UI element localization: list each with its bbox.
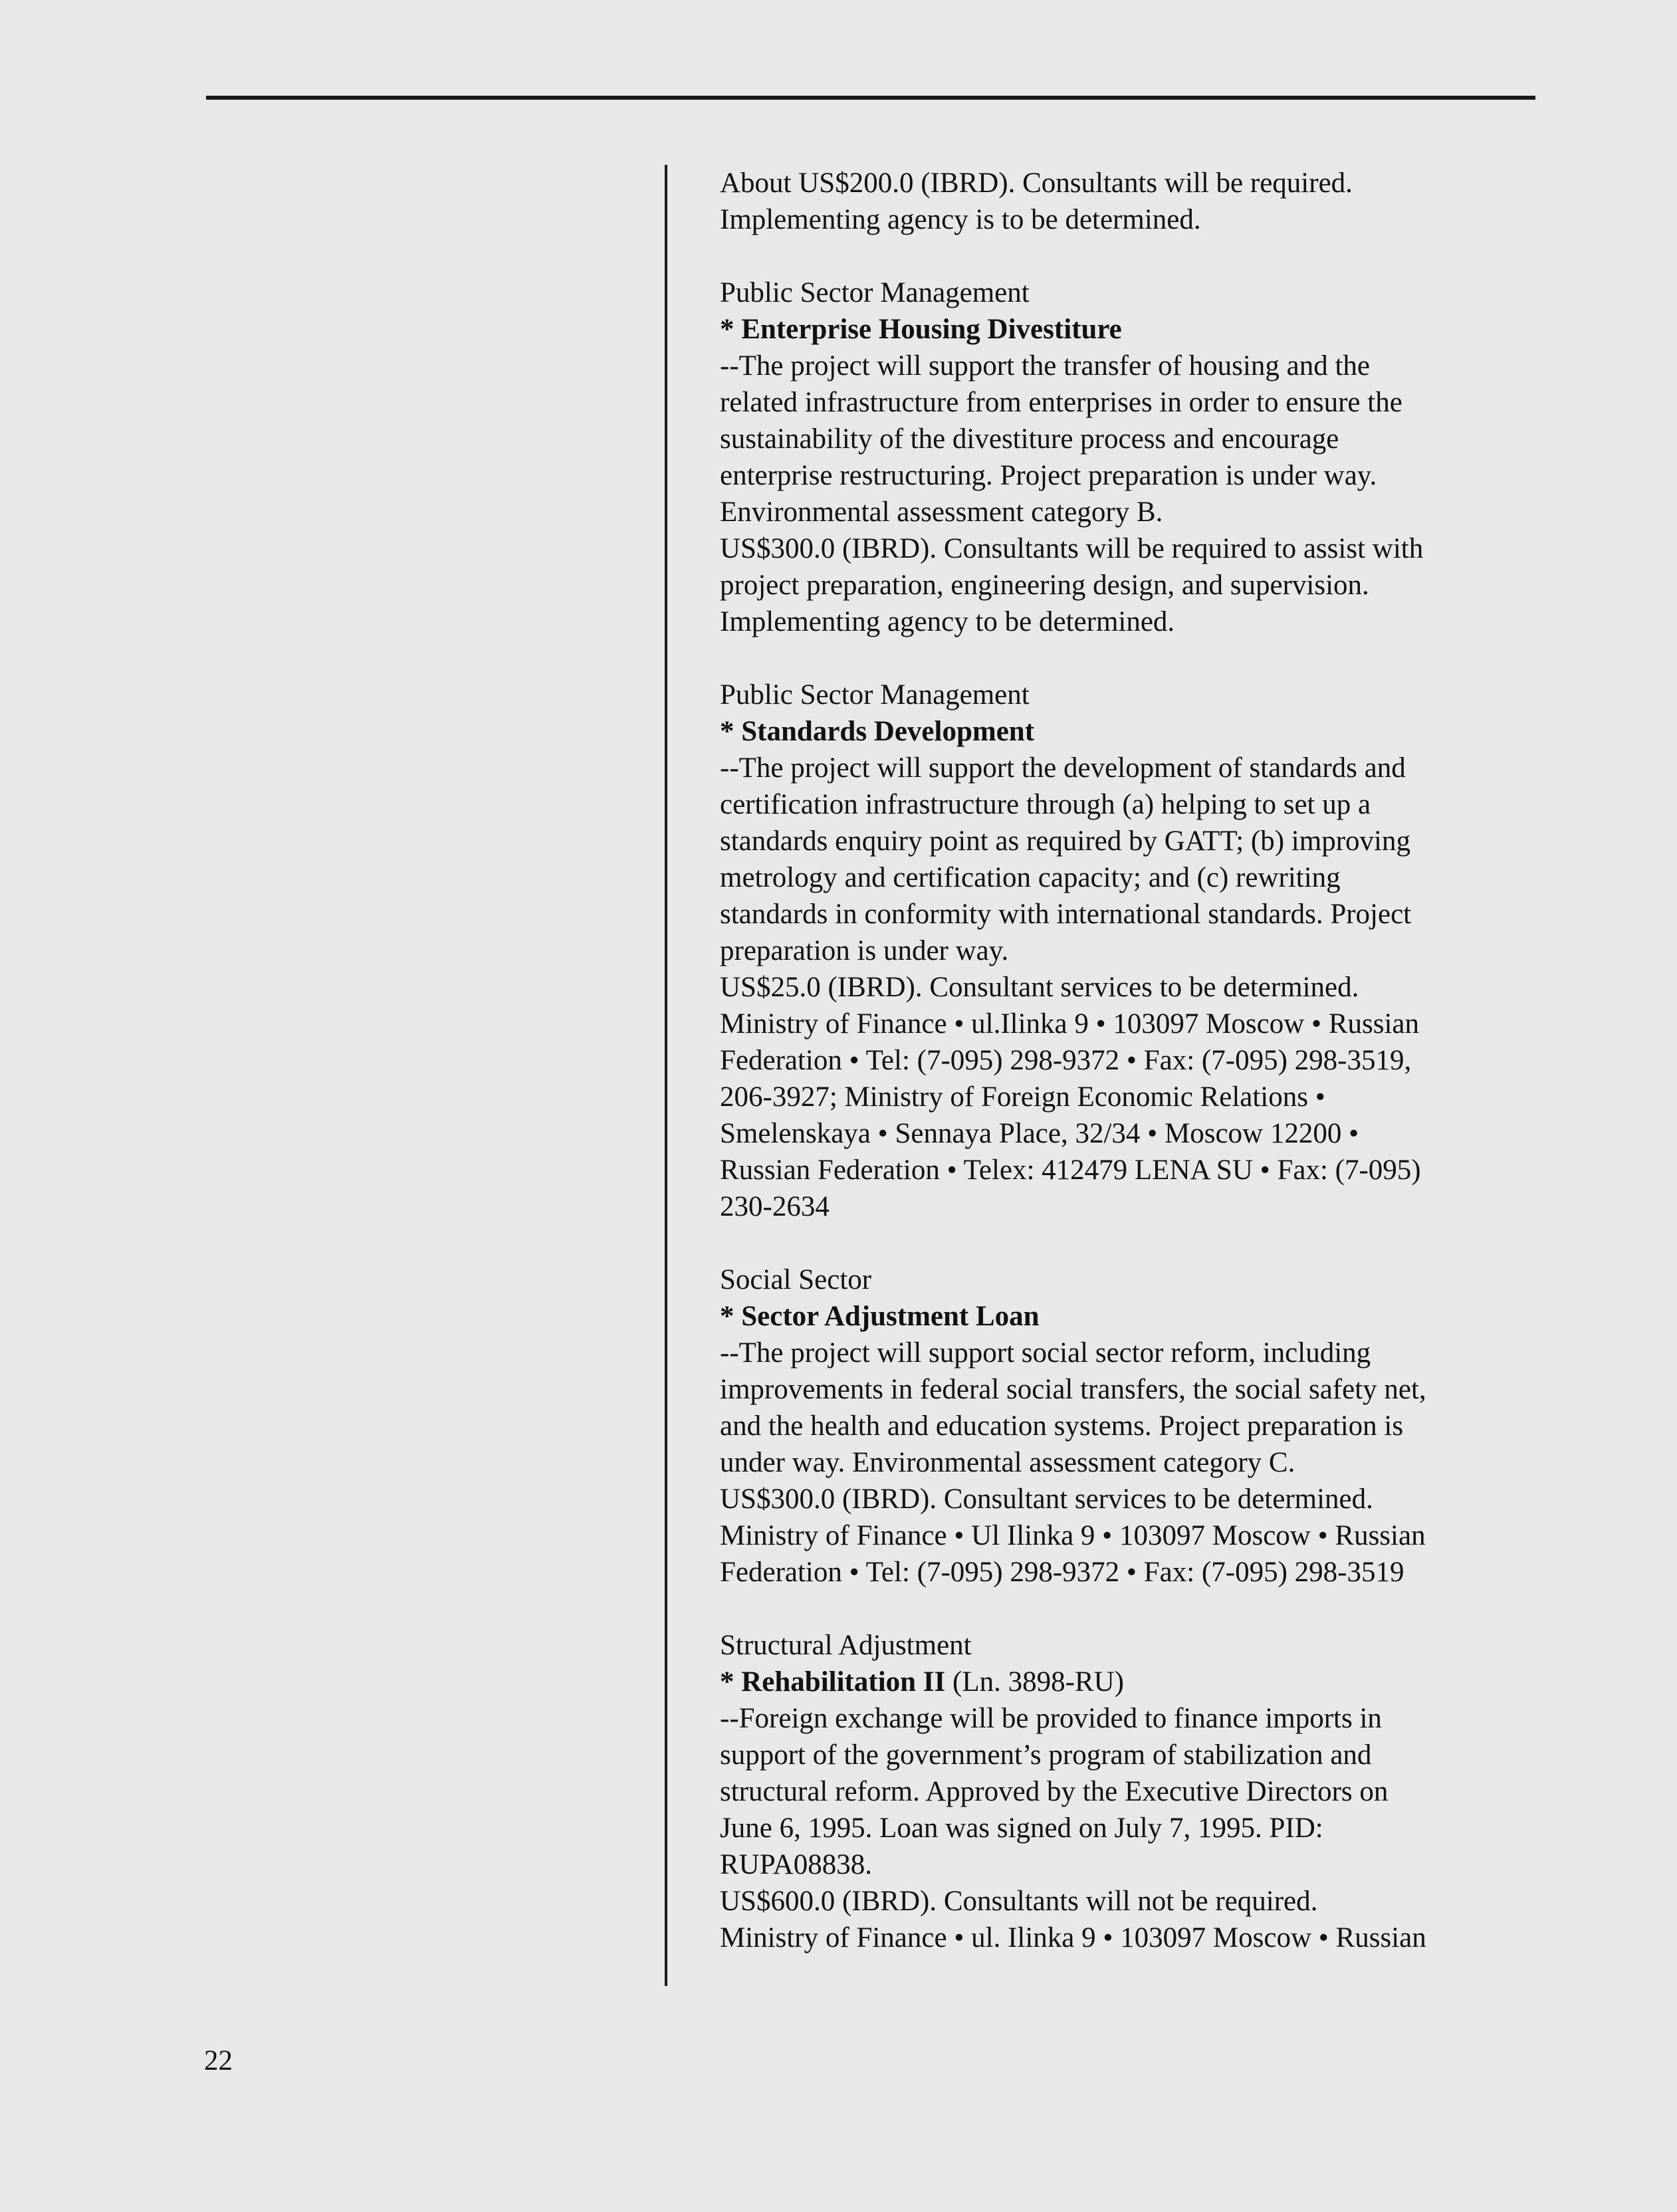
entry-title: * Enterprise Housing Divestiture: [720, 314, 1122, 345]
entry-line: US$300.0 (IBRD). Consultants will be required to assist with: [720, 533, 1424, 564]
entry-line: 206-3927; Ministry of Foreign Economic Relations •: [720, 1081, 1325, 1113]
intro-paragraph: [720, 165, 1544, 238]
entry-line: Implementing agency to be determined.: [720, 606, 1175, 637]
entry-line: 230-2634: [720, 1191, 830, 1222]
entry-line: standards enquiry point as required by GATT; (b) improving: [720, 826, 1410, 857]
entry-line: structural reform. Approved by the Executive Directors on: [720, 1776, 1389, 1807]
entry-sector: Structural Adjustment: [720, 1630, 972, 1661]
entry-title: * Rehabilitation II: [720, 1666, 946, 1698]
entry-line: improvements in federal social transfers, the social safety net,: [720, 1374, 1426, 1405]
entry-sector-adjustment-loan: [720, 1262, 1544, 1591]
entry-title: * Sector Adjustment Loan: [720, 1301, 1040, 1332]
entry-line: Federation • Tel: (7-095) 298-9372 • Fax: (7-095) 298-3519: [720, 1557, 1404, 1588]
column-divider: [665, 165, 667, 1986]
entry-title-line: [720, 311, 1544, 348]
entry-title-line: [720, 1664, 1544, 1700]
entry-title-line: [720, 1298, 1544, 1335]
top-rule: [206, 96, 1535, 100]
entry-line: RUPA08838.: [720, 1849, 873, 1880]
entry-line: metrology and certification capacity; and (c) rewriting: [720, 862, 1341, 893]
entry-line: enterprise restructuring. Project preparation is under way.: [720, 460, 1377, 491]
entry-line: certification infrastructure through (a) helping to set up a: [720, 789, 1371, 820]
entry-line: US$25.0 (IBRD). Consultant services to be determined.: [720, 972, 1359, 1003]
entry-line: June 6, 1995. Loan was signed on July 7, 1995. PID:: [720, 1813, 1323, 1844]
entry-line: Ministry of Finance • Ul Ilinka 9 • 103097 Moscow • Russian: [720, 1520, 1426, 1551]
entry-line: Environmental assessment category B.: [720, 497, 1163, 528]
intro-line: Implementing agency is to be determined.: [720, 204, 1201, 235]
entry-title: * Standards Development: [720, 716, 1035, 747]
entry-line: --The project will support the transfer of housing and the: [720, 350, 1370, 382]
entry-line: US$600.0 (IBRD). Consultants will not be required.: [720, 1886, 1318, 1917]
entry-line: Smelenskaya • Sennaya Place, 32/34 • Moscow 12200 •: [720, 1118, 1359, 1149]
entry-line: standards in conformity with international standards. Project: [720, 899, 1412, 930]
entry-enterprise-housing-divestiture: [720, 275, 1544, 640]
entry-standards-development: [720, 677, 1544, 1225]
entry-line: Russian Federation • Telex: 412479 LENA SU • Fax: (7-095): [720, 1155, 1421, 1186]
entry-line: Ministry of Finance • ul.Ilinka 9 • 103097 Moscow • Russian: [720, 1008, 1420, 1040]
entry-line: --Foreign exchange will be provided to finance imports in: [720, 1703, 1382, 1734]
entry-rehabilitation-ii: [720, 1627, 1544, 1956]
entry-line: and the health and education systems. Project preparation is: [720, 1410, 1404, 1442]
entry-line: --The project will support the development of standards and: [720, 752, 1406, 784]
entry-line: Ministry of Finance • ul. Ilinka 9 • 103097 Moscow • Russian: [720, 1922, 1426, 1953]
entry-line: preparation is under way.: [720, 935, 1009, 966]
entry-line: sustainability of the divestiture process and encourage: [720, 423, 1339, 455]
entry-sector: Social Sector: [720, 1264, 872, 1295]
entry-line: US$300.0 (IBRD). Consultant services to be determined.: [720, 1484, 1373, 1515]
entry-line: project preparation, engineering design, and supervision.: [720, 570, 1369, 601]
entry-line: under way. Environmental assessment category C.: [720, 1447, 1295, 1478]
entry-sector: Public Sector Management: [720, 679, 1030, 711]
entry-title-suffix: (Ln. 3898-RU): [945, 1666, 1124, 1698]
entry-line: --The project will support social sector reform, including: [720, 1337, 1371, 1369]
entry-title-line: [720, 713, 1544, 750]
entry-sector: Public Sector Management: [720, 277, 1030, 308]
entry-line: Federation • Tel: (7-095) 298-9372 • Fax: (7-095) 298-3519,: [720, 1045, 1412, 1076]
page-number: 22: [204, 2045, 233, 2076]
document-content: [720, 165, 1544, 1993]
entry-line: support of the government’s program of stabilization and: [720, 1739, 1372, 1771]
entry-line: related infrastructure from enterprises in order to ensure the: [720, 387, 1402, 418]
intro-line: About US$200.0 (IBRD). Consultants will be required.: [720, 167, 1353, 199]
